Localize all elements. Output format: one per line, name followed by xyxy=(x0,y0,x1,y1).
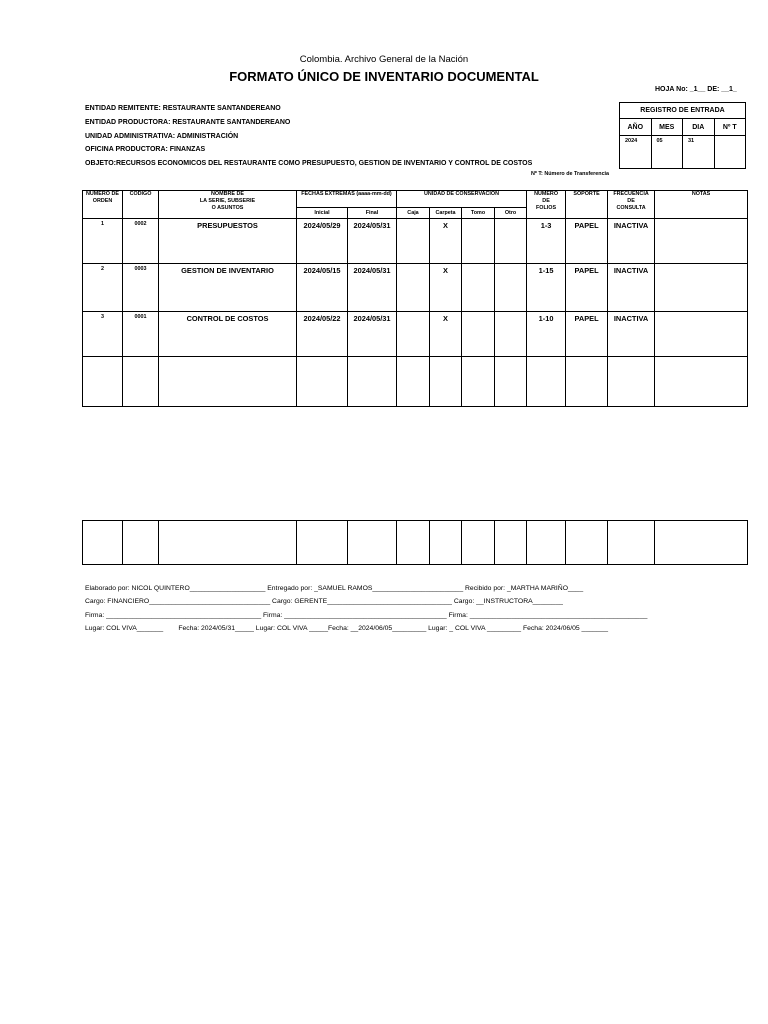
table-row-empty xyxy=(83,521,748,565)
producing-office: OFICINA PRODUCTORA: FINANZAS xyxy=(85,146,206,153)
entity-producer: ENTIDAD PRODUCTORA: RESTAURANTE SANTANDEREANO xyxy=(85,119,291,126)
cell-frequency: INACTIVA xyxy=(608,312,655,357)
archive-org-line: Colombia. Archivo General de la Nación xyxy=(299,54,469,65)
register-col-year: AÑO xyxy=(620,119,652,136)
cell-volume xyxy=(462,219,495,264)
cell-folder: X xyxy=(430,219,462,264)
inventory-table xyxy=(82,190,748,407)
cell-volume xyxy=(462,312,495,357)
cell-initial: 2024/05/15 xyxy=(297,264,348,312)
cell-notes xyxy=(655,264,748,312)
cell-initial: 2024/05/22 xyxy=(297,312,348,357)
cell-frequency: INACTIVA xyxy=(608,219,655,264)
cell-box xyxy=(397,312,430,357)
cell-box xyxy=(397,264,430,312)
table-row xyxy=(83,312,748,357)
cell-notes xyxy=(655,312,748,357)
cell-folios: 1-10 xyxy=(527,312,566,357)
header-volume: Tomo xyxy=(462,208,495,219)
cell-other xyxy=(495,312,527,357)
cell-order: 2 xyxy=(83,264,123,312)
cell-folios: 1-15 xyxy=(527,264,566,312)
cell-other xyxy=(495,219,527,264)
register-col-day: DIA xyxy=(683,119,715,136)
cell-code: 0001 xyxy=(123,312,159,357)
cell-support: PAPEL xyxy=(566,219,608,264)
header-initial-date: Inicial xyxy=(297,208,348,219)
header-code: CODIGO xyxy=(123,191,159,219)
cell-initial: 2024/05/29 xyxy=(297,219,348,264)
register-month-value: 05 xyxy=(651,136,683,169)
sheet-number: HOJA No: _1__ DE: __1_ xyxy=(655,86,737,93)
register-col-transfer: Nº T xyxy=(714,119,746,136)
header-folder: Carpeta xyxy=(430,208,462,219)
cell-final: 2024/05/31 xyxy=(348,219,397,264)
cell-order: 1 xyxy=(83,219,123,264)
document-title: FORMATO ÚNICO DE INVENTARIO DOCUMENTAL xyxy=(229,69,539,84)
table-row xyxy=(83,264,748,312)
footer-signature-line: Firma: _________________________________________ Firma: ___________________________________________ Firma: _______________________________________________ xyxy=(85,612,648,619)
header-conservation-unit: UNIDAD DE CONSERVACIÓN xyxy=(397,191,527,208)
footer-place-date-line: Lugar: COL VIVA_______ Fecha: 2024/05/31_____ Lugar: COL VIVA _____Fecha: __2024/06/05_________ Lugar: _ COL VIVA _________ Fecha: 2024/06/05 _______ xyxy=(85,625,609,632)
cell-frequency: INACTIVA xyxy=(608,264,655,312)
entry-register-table xyxy=(619,102,746,169)
cell-other xyxy=(495,264,527,312)
cell-folios: 1-3 xyxy=(527,219,566,264)
header-notes: NOTAS xyxy=(655,191,748,219)
register-transfer-value xyxy=(714,136,746,169)
continuation-table xyxy=(82,520,748,565)
entry-register-title: REGISTRO DE ENTRADA xyxy=(620,103,746,119)
cell-order: 3 xyxy=(83,312,123,357)
cell-folder: X xyxy=(430,264,462,312)
footer-position-line: Cargo: FINANCIERO________________________________ Cargo: GERENTE_________________________________ Cargo: __INSTRUCTORA________ xyxy=(85,598,563,605)
cell-name: PRESUPUESTOS xyxy=(159,219,297,264)
header-other: Otro xyxy=(495,208,527,219)
register-year-value: 2024 xyxy=(620,136,652,169)
header-extreme-dates: FECHAS EXTREMAS (aaaa-mm-dd) xyxy=(297,191,397,208)
header-folios: NUMERO DE FOLIOS xyxy=(527,191,566,219)
cell-support: PAPEL xyxy=(566,312,608,357)
footer-prepared-by-line: Elaborado por: NICOL QUINTERO____________________ Entregado por: _SAMUEL RAMOS________________________ Recibido por: _MARTHA MARIÑO____ xyxy=(85,585,584,592)
cell-support: PAPEL xyxy=(566,264,608,312)
register-col-month: MES xyxy=(651,119,683,136)
cell-code: 0003 xyxy=(123,264,159,312)
header-order-number: NUMERO DE ORDEN xyxy=(83,191,123,219)
transfer-number-note: Nº T: Número de Transferencia xyxy=(531,171,610,177)
cell-name: GESTION DE INVENTARIO xyxy=(159,264,297,312)
cell-final: 2024/05/31 xyxy=(348,312,397,357)
header-series-name: NOMBRE DE LA SERIE, SUBSERIE O ASUNTOS xyxy=(159,191,297,219)
table-row-empty xyxy=(83,357,748,407)
object-description: OBJETO:RECURSOS ECONOMICOS DEL RESTAURANTE COMO PRESUPUESTO, GESTION DE INVENTARIO Y CONTROL DE COSTOS xyxy=(85,160,533,167)
cell-code: 0002 xyxy=(123,219,159,264)
header-support: SOPORTE xyxy=(566,191,608,219)
cell-notes xyxy=(655,219,748,264)
entity-sender: ENTIDAD REMITENTE: RESTAURANTE SANTANDEREANO xyxy=(85,105,281,112)
header-final-date: Final xyxy=(348,208,397,219)
cell-folder: X xyxy=(430,312,462,357)
header-box: Caja xyxy=(397,208,430,219)
cell-final: 2024/05/31 xyxy=(348,264,397,312)
header-frequency: FRECUENCIA DE CONSULTA xyxy=(608,191,655,219)
administrative-unit: UNIDAD ADMINISTRATIVA: ADMINISTRACIÓN xyxy=(85,133,239,140)
register-day-value: 31 xyxy=(683,136,715,169)
cell-volume xyxy=(462,264,495,312)
cell-name: CONTROL DE COSTOS xyxy=(159,312,297,357)
cell-box xyxy=(397,219,430,264)
table-row xyxy=(83,219,748,264)
